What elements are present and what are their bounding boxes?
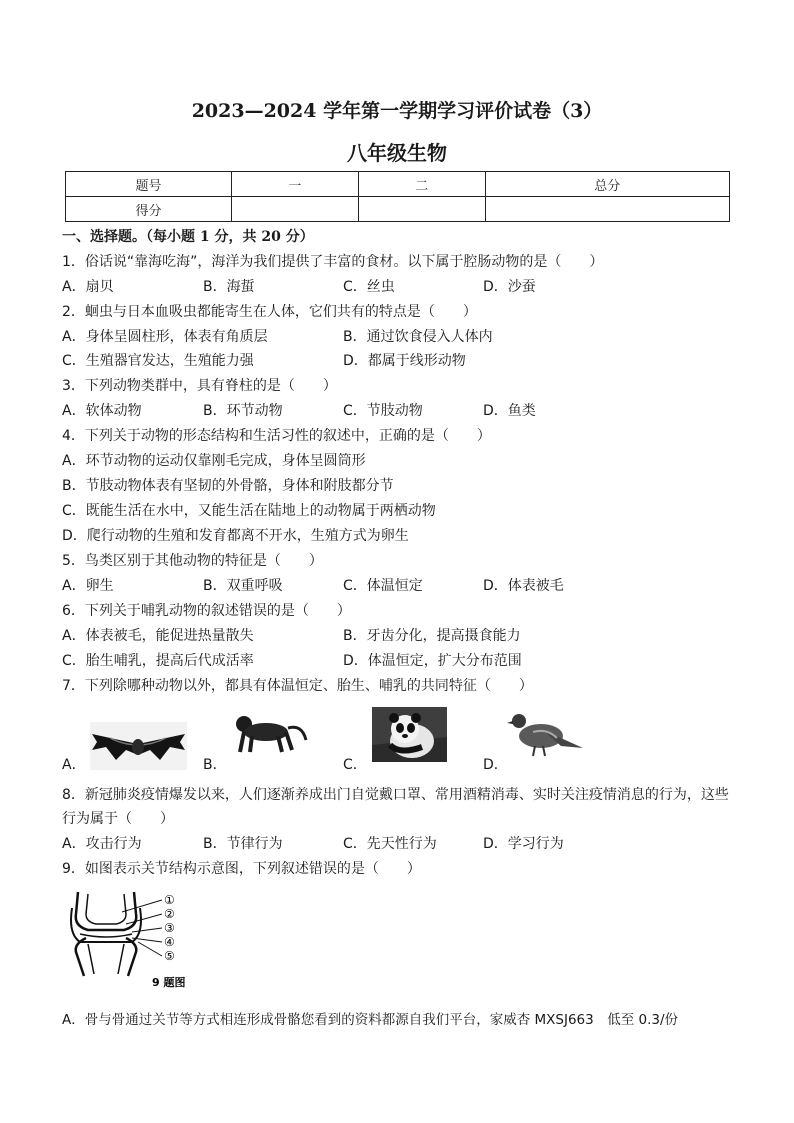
question-9-stem: 9．如图表示关节结构示意图，下列叙述错误的是（ ） [62,861,421,877]
joint-label-2: ② [164,907,175,921]
panda-photo [372,707,447,762]
score-table [65,171,730,222]
table-cell: 得分 [66,197,232,222]
q5-option-d: D．体表被毛 [483,578,564,594]
table-cell: 二 [358,172,485,197]
q4-option-c: C．既能生活在水中，又能生活在陆地上的动物属于两栖动物 [62,503,436,519]
table-row [66,197,730,222]
question-8-stem-line-1: 8．新冠肺炎疫情爆发以来，人们逐渐养成出门自觉戴口罩、常用酒精消毒、实时关注疫情消息的行为，这些 [62,787,729,803]
table-cell: 总分 [485,172,729,197]
q2-option-d: D．都属于线形动物 [343,353,466,369]
q9-option-a: A．骨与骨通过关节等方式相连形成骨骼您看到的资料都源自我们平台，家威杏 MXSJ663 低至 0.3/份 [62,1012,679,1028]
joint-label-1: ① [164,893,175,907]
q3-option-c: C．节肢动物 [343,403,423,419]
table-cell [358,197,485,222]
table-row [66,172,730,197]
q7-option-c: C． [343,757,367,773]
question-5-stem: 5．鸟类区别于其他动物的特征是（ ） [62,553,323,569]
section-heading: 一、选择题。（每小题 1 分，共 20 分） [62,229,314,245]
q8-option-a: A．攻击行为 [62,836,142,852]
monkey-photo [226,714,308,754]
q3-option-a: A．软体动物 [62,403,142,419]
q4-option-a: A．环节动物的运动仅靠刚毛完成，身体呈圆筒形 [62,453,366,469]
joint-diagram [66,888,190,992]
question-2-stem: 2．蛔虫与日本血吸虫都能寄生在人体，它们共有的特点是（ ） [62,304,477,320]
q6-option-c: C．胎生哺乳，提高后代成活率 [62,653,254,669]
joint-label-5: ⑤ [164,949,175,963]
table-cell: 题号 [66,172,232,197]
q4-option-d: D．爬行动物的生殖和发育都离不开水，生殖方式为卵生 [62,528,409,544]
q8-option-b: B．节律行为 [203,836,283,852]
q6-option-a: A．体表被毛，能促进热量散失 [62,628,254,644]
joint-label-3: ③ [164,921,175,935]
question-1-stem: 1．俗话说“靠海吃海”，海洋为我们提供了丰富的食材。以下属于腔肠动物的是（ ） [62,254,604,270]
question-7-stem: 7．下列除哪种动物以外，都具有体温恒定、胎生、哺乳的共同特征（ ） [62,678,533,694]
q8-option-c: C．先天性行为 [343,836,437,852]
q3-option-d: D．鱼类 [483,403,536,419]
exam-subtitle: 八年级生物 [347,141,447,165]
question-6-stem: 6．下列关于哺乳动物的叙述错误的是（ ） [62,603,351,619]
q7-option-b: B． [203,757,227,773]
q2-option-b: B．通过饮食侵入人体内 [343,329,493,345]
table-cell [485,197,729,222]
table-cell: 一 [232,172,359,197]
q8-option-d: D．学习行为 [483,836,564,852]
joint-label-4: ④ [164,935,175,949]
q7-option-d: D． [483,757,508,773]
q1-option-a: A．扇贝 [62,279,114,295]
q6-option-b: B．牙齿分化，提高摄食能力 [343,628,521,644]
q5-option-c: C．体温恒定 [343,578,423,594]
figure-caption: 9 题图 [152,976,186,989]
question-8-stem-line-2: 行为属于（ ） [62,811,174,827]
pigeon-photo [505,708,585,760]
bat-photo [90,722,187,770]
q3-option-b: B．环节动物 [203,403,283,419]
q7-option-a: A． [62,757,86,773]
q2-option-c: C．生殖器官发达，生殖能力强 [62,353,254,369]
q5-option-a: A．卵生 [62,578,114,594]
q5-option-b: B．双重呼吸 [203,578,283,594]
question-4-stem: 4．下列关于动物的形态结构和生活习性的叙述中，正确的是（ ） [62,428,491,444]
q2-option-a: A．身体呈圆柱形，体表有角质层 [62,329,268,345]
q1-option-d: D．沙蚕 [483,279,536,295]
table-cell [232,197,359,222]
question-3-stem: 3．下列动物类群中，具有脊柱的是（ ） [62,378,337,394]
q6-option-d: D．体温恒定，扩大分布范围 [343,653,522,669]
q1-option-c: C．丝虫 [343,279,395,295]
q1-option-b: B．海蜇 [203,279,255,295]
exam-title: 2023—2024 学年第一学期学习评价试卷（3） [191,100,603,122]
q4-option-b: B．节肢动物体表有坚韧的外骨骼，身体和附肢都分节 [62,478,394,494]
